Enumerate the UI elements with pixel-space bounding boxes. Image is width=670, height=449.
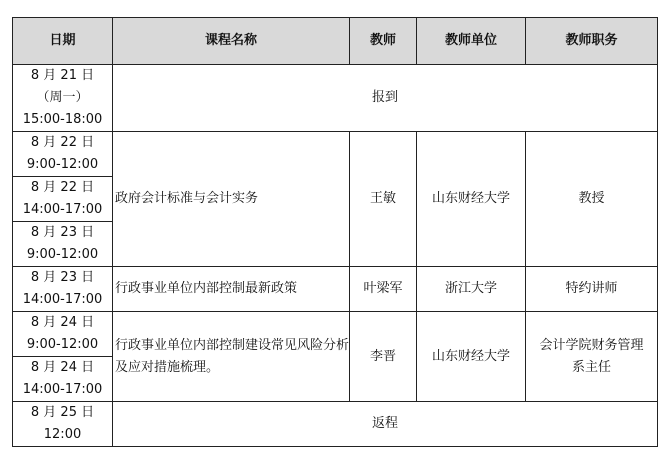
teacher-unit: 山东财经大学 [417, 132, 526, 267]
teacher-name: 李晋 [350, 312, 417, 402]
time-line: 9:00-12:00 [26, 337, 99, 352]
date-line: （周一） [36, 90, 89, 105]
teacher-title: 会计学院财务管理系主任 [526, 312, 658, 402]
table-row [13, 65, 658, 132]
time-line: 9:00-12:00 [26, 157, 99, 172]
course-name: 行政事业单位内部控制最新政策 [113, 267, 350, 312]
header-teacher: 教师 [350, 18, 417, 65]
header-date: 日期 [13, 18, 113, 65]
table-row [13, 132, 658, 177]
date-cell [13, 132, 113, 177]
date-line: 8 月 23 日 [30, 225, 95, 240]
header-course: 课程名称 [113, 18, 350, 65]
course-name: 政府会计标准与会计实务 [113, 132, 350, 267]
time-line: 9:00-12:00 [26, 247, 99, 262]
time-line: 12:00 [43, 427, 82, 442]
header-unit: 教师单位 [417, 18, 526, 65]
header-title: 教师职务 [526, 18, 658, 65]
date-cell [13, 312, 113, 357]
date-line: 8 月 22 日 [30, 180, 95, 195]
date-cell [13, 222, 113, 267]
date-line: 8 月 24 日 [30, 360, 95, 375]
event-return: 返程 [113, 402, 658, 447]
date-line: 8 月 21 日 [30, 68, 95, 83]
table-row [13, 402, 658, 447]
time-line: 15:00-18:00 [22, 112, 103, 127]
date-line: 8 月 24 日 [30, 315, 95, 330]
table-row [13, 267, 658, 312]
date-cell [13, 177, 113, 222]
teacher-unit: 浙江大学 [417, 267, 526, 312]
course-name: 行政事业单位内部控制建设常见风险分析及应对措施梳理。 [113, 312, 350, 402]
time-line: 14:00-17:00 [22, 382, 103, 397]
date-cell [13, 402, 113, 447]
teacher-name: 叶梁军 [350, 267, 417, 312]
date-cell [13, 267, 113, 312]
teacher-name: 王敏 [350, 132, 417, 267]
schedule-table [12, 17, 658, 447]
date-line: 8 月 23 日 [30, 270, 95, 285]
teacher-title: 教授 [526, 132, 658, 267]
header-row [13, 18, 658, 65]
date-line: 8 月 22 日 [30, 135, 95, 150]
time-line: 14:00-17:00 [22, 202, 103, 217]
time-line: 14:00-17:00 [22, 292, 103, 307]
teacher-title: 特约讲师 [526, 267, 658, 312]
date-cell [13, 65, 113, 132]
table-row [13, 312, 658, 357]
teacher-unit: 山东财经大学 [417, 312, 526, 402]
event-registration: 报到 [113, 65, 658, 132]
date-line: 8 月 25 日 [30, 405, 95, 420]
date-cell [13, 357, 113, 402]
